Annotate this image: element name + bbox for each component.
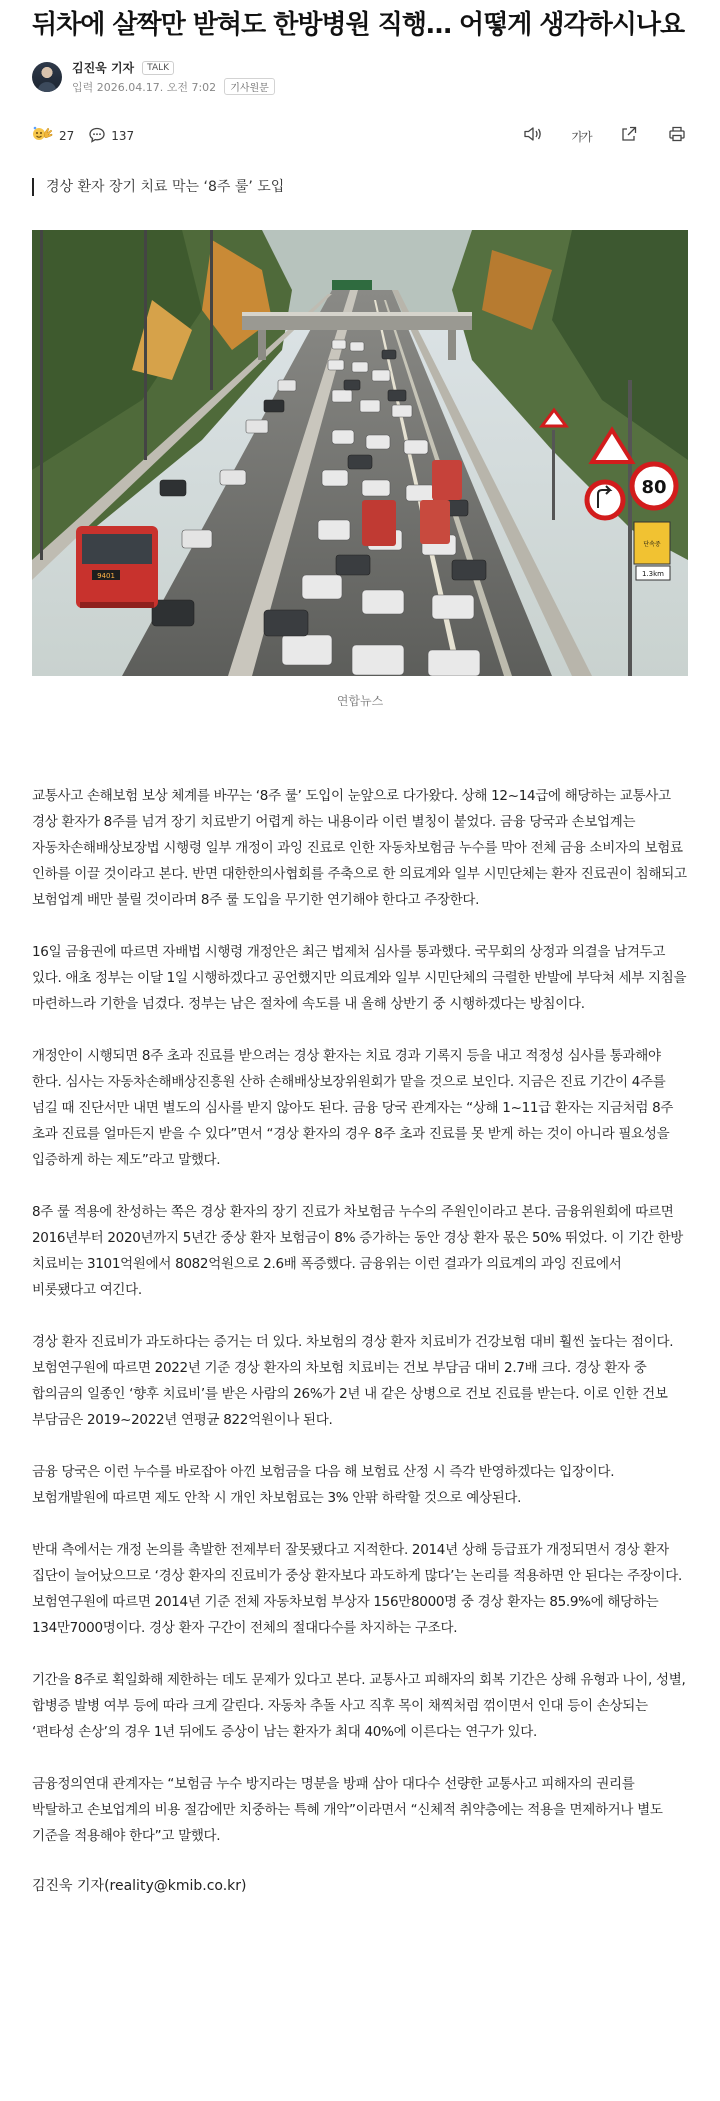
speaker-icon bbox=[523, 125, 543, 147]
original-article-link[interactable]: 기사원문 bbox=[224, 78, 275, 95]
like-count: 27 bbox=[59, 129, 75, 143]
clap-reaction-icon bbox=[32, 125, 54, 148]
comment-count: 137 bbox=[111, 129, 135, 143]
paragraph-6: 금융 당국은 이런 누수를 바로잡아 아낀 보험금을 다음 해 보험료 산정 시 즉각 반영하겠다는 입장이다. 보험개발원에 따르면 제도 안착 시 개인 차보험료는 3% 안팎 하락할 것으로 예상된다. bbox=[32, 1464, 615, 1506]
share-button[interactable] bbox=[618, 125, 640, 147]
paragraph-3: 개정안이 시행되면 8주 초과 진료를 받으려는 경상 환자는 치료 경과 기록지 등을 내고 적정성 심사를 통과해야 한다. 심사는 자동차손해배상진흥원 산하 손해배상보장위원회가 맡을 것으로 보인다. 지금은 진료 기간이 4주를 넘길 때 진단서만 내면 별도의 심사를 받지 않아도 된다. 금융 당국 관계자는 “상해 1~11급 환자는 지금처럼 8주 초과 진료를 얼마든지 받을 수 있다”면서 “경상 환자의 경우 8주 초과 진료를 못 받게 하는 것이 아니라 필요성을 입증하게 하는 제도”라고 말했다. bbox=[32, 1048, 674, 1168]
listen-button[interactable] bbox=[522, 125, 544, 147]
paragraph-1: 교통사고 손해보험 보상 체계를 바꾸는 ‘8주 룰’ 도입이 눈앞으로 다가왔다. 상해 12~14급에 해당하는 교통사고 경상 환자가 8주를 넘겨 장기 치료받기 어렵게 하는 내용이라 이런 별칭이 붙었다. 금융 당국과 손보업계는 자동차손해배상보장법 시행령 일부 개정이 과잉 진료로 인한 자동차보험금 누수를 막아 전체 금융 소비자의 보험료 인하를 이끌 것이라고 본다. 반면 대한한의사협회를 주축으로 한 의료계와 일부 시민단체는 환자 진료권이 침해되고 보험업계 배만 불릴 것이라며 8주 룰 도입을 무기한 연기해야 한다고 주장한다. bbox=[32, 788, 687, 908]
reactions bbox=[32, 125, 134, 148]
article-tools bbox=[522, 125, 688, 147]
reporter-name[interactable]: 김진욱 기자 bbox=[72, 61, 135, 75]
red-bus bbox=[76, 526, 158, 608]
distance-sign-text: 1.3km bbox=[641, 570, 665, 578]
comment-button[interactable] bbox=[88, 126, 134, 147]
bus-number-text: 9401 bbox=[97, 572, 115, 580]
paragraph-8: 기간을 8주로 획일화해 제한하는 데도 문제가 있다고 본다. 교통사고 피해자의 회복 기간은 상해 유형과 나이, 성별, 합병증 발병 여부 등에 따라 크게 갈린다. 자동차 추돌 사고 직후 목이 채찍처럼 꺾이면서 인대 등이 손상되는 ‘편타성 손상’의 경우 1년 뒤에도 증상이 남는 환자가 최대 40%에 이른다는 연구가 있다. bbox=[32, 1672, 686, 1740]
like-reaction-button[interactable] bbox=[32, 125, 74, 148]
article-toolbar bbox=[32, 120, 688, 152]
photo-block bbox=[32, 230, 688, 709]
paragraph-7: 반대 측에서는 개정 논의를 촉발한 전제부터 잘못됐다고 지적한다. 2014년 상해 등급표가 개정되면서 경상 환자 집단이 늘어났으므로 ‘경상 환자의 진료비가 중상 환자보다 과도하게 많다’는 논리를 적용하면 안 된다는 주장이다. 보험연구원에 따르면 2014년 기준 전체 자동차보험 부상자 156만8000명 중 경상 환자는 85.9%에 해당하는 134만7000명이다. 경상 환자 구간이 전체의 절대다수를 차지하는 구조다. bbox=[32, 1542, 682, 1636]
font-size-icon: 가가 bbox=[571, 129, 591, 144]
paragraph-2: 16일 금융권에 따르면 자배법 시행령 개정안은 최근 법제처 심사를 통과했다. 국무회의 상정과 의결을 남겨두고 있다. 애초 정부는 이달 1일 시행하겠다고 공언했지만 의료계와 일부 시민단체의 극렬한 반발에 부닥쳐 세부 지침을 마련하느라 기한을 넘겼다. 정부는 남은 절차에 속도를 내 올해 상반기 중 시행하겠다는 방침이다. bbox=[32, 944, 687, 1012]
talk-badge[interactable]: TALK bbox=[142, 61, 174, 75]
print-button[interactable] bbox=[666, 125, 688, 147]
enforcement-sign-text: 단속중 bbox=[643, 541, 661, 548]
publish-date: 입력 2026.04.17. 오전 7:02 bbox=[72, 80, 217, 94]
paragraph-9: 금융정의연대 관계자는 “보험금 누수 방지라는 명분을 방패 삼아 대다수 선량한 교통사고 피해자의 권리를 박탈하고 손보업계의 비용 절감에만 치중하는 특혜 개악”이라면서 “신체적 취약층에는 적용을 면제하거나 별도 기준을 적용해야 한다”고 말했다. bbox=[32, 1776, 663, 1844]
font-size-button[interactable] bbox=[570, 125, 592, 147]
comment-icon bbox=[88, 126, 106, 147]
paragraph-4: 8주 룰 적용에 찬성하는 쪽은 경상 환자의 장기 진료가 차보험금 누수의 주원인이라고 본다. 금융위원회에 따르면 2016년부터 2020년까지 5년간 중상 환자 보험금이 8% 증가하는 동안 경상 환자 몫은 50% 뛰었다. 이 기간 한방 치료비는 3101억원에서 8082억원으로 2.6배 폭증했다. 금융위는 이런 결과가 의료계의 과잉 진료에서 비롯됐다고 여긴다. bbox=[32, 1204, 684, 1298]
article-headline: 뒤차에 살짝만 받혀도 한방병원 직행… 어떻게 생각하시나요 bbox=[32, 10, 685, 40]
paragraph-5: 경상 환자 진료비가 과도하다는 증거는 더 있다. 차보험의 경상 환자 치료비가 건강보험 대비 훨씬 높다는 점이다. 보험연구원에 따르면 2022년 기준 경상 환자의 차보험 치료비는 건보 부담금 대비 2.7배 크다. 경상 환자 중 합의금의 일종인 ‘향후 치료비’를 받은 사람의 26%가 2년 내 같은 상병으로 건보 진료를 받는다. 이로 인한 건보 부담금은 2019~2022년 연평균 822억원이나 된다. bbox=[32, 1334, 674, 1428]
speed-limit-text: 80 bbox=[641, 477, 667, 498]
reporter-avatar[interactable] bbox=[32, 62, 62, 92]
byline bbox=[32, 58, 688, 96]
photo-caption: 연합뉴스 bbox=[336, 694, 384, 708]
traffic-photo[interactable] bbox=[32, 230, 688, 676]
article-body bbox=[32, 783, 688, 1895]
reporter-signature: 김진욱 기자(reality@kmib.co.kr) bbox=[32, 1878, 247, 1894]
share-icon bbox=[620, 125, 638, 147]
byline-info bbox=[72, 59, 275, 95]
article-subhead: 경상 환자 장기 치료 막는 ‘8주 룰’ 도입 bbox=[32, 178, 688, 196]
print-icon bbox=[668, 125, 686, 147]
